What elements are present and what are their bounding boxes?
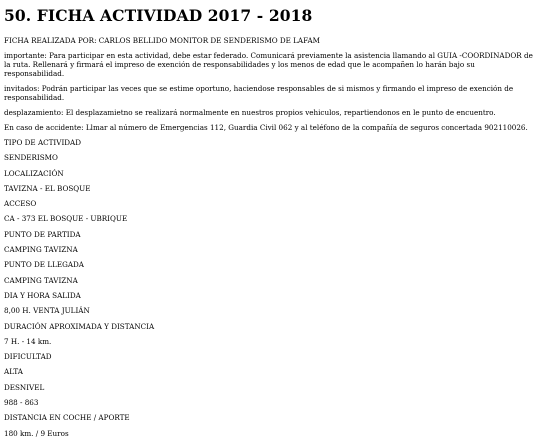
field-value-location: TAVIZNA - EL BOSQUE [4, 183, 91, 193]
note-guests: invitados: Podrán participar las veces que se estime oportuno, haciendose responsables de si mismos y firmando el impreso de exención de responsabilidad. [4, 84, 514, 102]
field-label-location: LOCALIZACIÓN [4, 168, 64, 178]
note-transport: desplazamiento: El desplazamietno se realizará normalmente en nuestros propios vehiculos, repartiendonos en le punto de encuentro. [4, 108, 496, 117]
note-important: importante: Para participar en esta actividad, debe estar federado. Comunicará previamente la asistencia llamando al GUIA -COORDINADOR de la ruta. Rellenará y firmará el impreso de exención de responsabilidades y los menos de edad que le acompañen lo harán bajo su responsabilidad. [4, 51, 533, 78]
notes-section [4, 51, 536, 132]
field-value-duration: 7 H. - 14 km. [4, 336, 52, 346]
field-value-end-point: CAMPING TAVIZNA [4, 275, 78, 285]
field-value-difficulty: ALTA [4, 367, 23, 377]
field-value-start-point: CAMPING TAVIZNA [4, 245, 78, 255]
author-line: FICHA REALIZADA POR: CARLOS BELLIDO MONITOR DE SENDERISMO DE LAFAM [4, 36, 321, 45]
page-title: 50. FICHA ACTIVIDAD 2017 - 2018 [4, 6, 313, 25]
field-label-elevation: DESNIVEL [4, 382, 45, 392]
field-label-access: ACCESO [4, 199, 37, 209]
field-label-car-distance: DISTANCIA EN COCHE / APORTE [4, 413, 130, 423]
field-label-difficulty: DIFICULTAD [4, 352, 52, 362]
field-label-end-point: PUNTO DE LLEGADA [4, 260, 84, 270]
field-value-access: CA - 373 EL BOSQUE - UBRIQUE [4, 214, 128, 224]
field-label-activity-type: TIPO DE ACTIVIDAD [4, 138, 82, 147]
field-label-duration: DURACIÓN APROXIMADA Y DISTANCIA [4, 321, 155, 331]
field-label-start-point: PUNTO DE PARTIDA [4, 229, 81, 239]
field-label-departure: DIA Y HORA SALIDA [4, 290, 81, 300]
field-value-car-distance: 180 km. / 9 Euros [4, 428, 69, 438]
field-value-elevation: 988 - 863 [4, 398, 39, 408]
field-value-activity-type: SENDERISMO [4, 153, 58, 163]
field-value-departure: 8,00 H. VENTA JULIÁN [4, 306, 90, 316]
activity-fields [4, 138, 536, 438]
note-accident: En caso de accidente: Llmar al número de Emergencias 112, Guardia Civil 062 y al teléfono de la compañía de seguros concertada 902110026. [4, 123, 528, 132]
